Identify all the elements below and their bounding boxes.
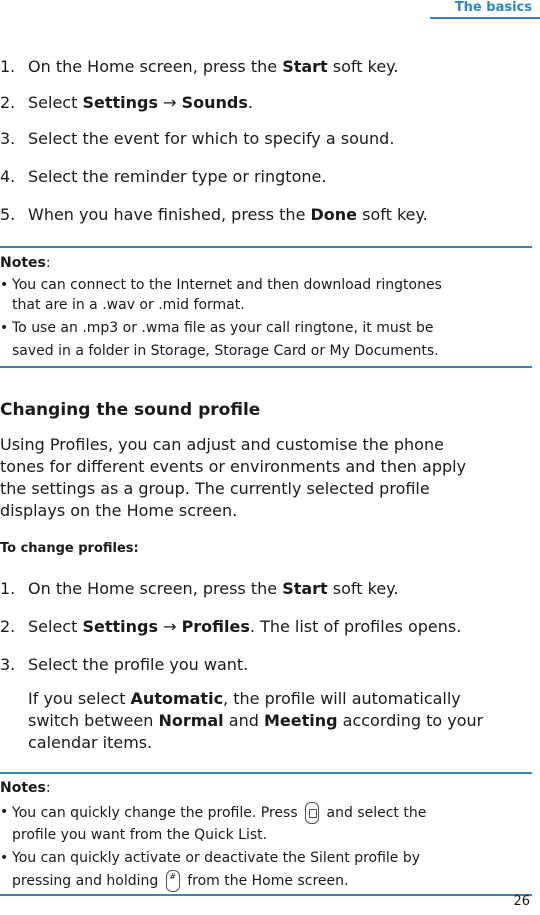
header-rule [430,17,540,19]
section-paragraph: Using Profiles, you can adjust and customise the phone tones for different events or environments and then apply the settings as a group. The currently selected profile displays on the Home screen. [0,435,467,520]
notes-heading: Notes: [0,780,51,796]
notes-bottom-rule [0,366,532,368]
page-number: 26 [513,894,530,909]
quick-list-key-icon [305,802,319,824]
notes-heading: Notes: [0,255,51,271]
subheading: To change profiles: [0,541,139,556]
automatic-paragraph: If you select Automatic, the profile will automatically switch between Normal and Meeting according to your calendar items. [28,689,484,752]
section-header: The basics [454,0,532,15]
notes-top-rule [0,772,532,774]
hash-key-icon: # [166,870,180,892]
notes-top-rule [0,246,532,248]
section-title: Changing the sound profile [0,400,261,420]
notes-bottom-rule [0,894,532,896]
